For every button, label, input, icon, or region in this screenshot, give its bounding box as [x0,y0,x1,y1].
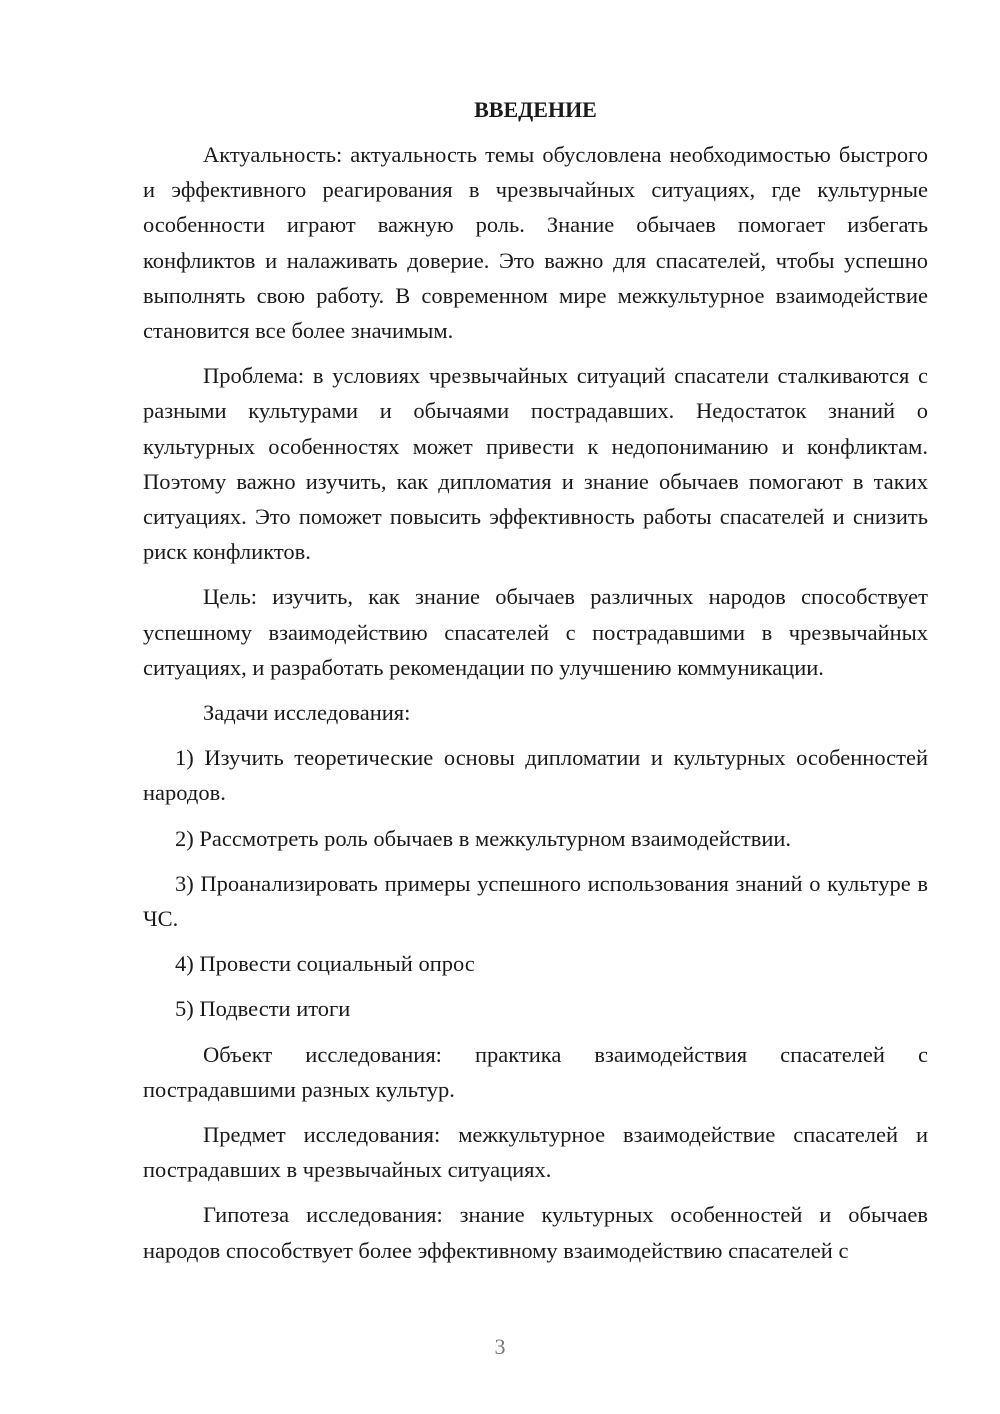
task-item-1: 1) Изучить теоретические основы дипломатии и культурных особенностей народов. [143,745,928,806]
task-item-5: 5) Подвести итоги [175,996,351,1022]
paragraph-hypothesis: Гипотеза исследования: знание культурных особенностей и обычаев народов способствует более эффективному взаимодействию спасателей с [143,1202,928,1263]
task-item-3: 3) Проанализировать примеры успешного использования знаний о культуре в ЧС. [143,870,928,932]
page-title: ВВЕДЕНИЕ [474,97,597,122]
paragraph-subject: Предмет исследования: межкультурное взаимодействие спасателей и пострадавших в чрезвычайных ситуациях. [143,1122,928,1183]
paragraph-object: Объект исследования: практика взаимодействия спасателей с пострадавшими разных культур. [143,1041,928,1102]
task-item-2: 2) Рассмотреть роль обычаев в межкультурном взаимодействии. [175,825,792,851]
paragraph-relevance: Актуальность: актуальность темы обусловлена необходимостью быстрого и эффективного реагирования в чрезвычайных ситуациях, где культурные особенности играют важную роль. Знание обычаев помогает избегать конфликтов и налаживать доверие. Это важно для спасателей, чтобы успешно выполнять свою работу. В современном мире межкультурное взаимодействие становится все более значимым. [143,142,928,344]
paragraph-problem: Проблема: в условиях чрезвычайных ситуаций спасатели сталкиваются с разными культурами и обычаями пострадавших. Недостаток знаний о культурных особенностях может привести к недопониманию и конфликтам. Поэтому важно изучить, как дипломатия и знание обычаев помогают в таких ситуациях. Это поможет повысить эффективность работы спасателей и снизить риск конфликтов. [143,363,928,565]
paragraph-goal: Цель: изучить, как знание обычаев различных народов способствует успешному взаимодействию спасателей с пострадавшими в чрезвычайных ситуациях, и разработать рекомендации по улучшению коммуникации. [143,584,928,680]
tasks-heading: Задачи исследования: [203,700,411,726]
page-number: 3 [494,1334,506,1359]
page-content [143,92,928,1278]
task-item-4: 4) Провести социальный опрос [175,951,475,977]
